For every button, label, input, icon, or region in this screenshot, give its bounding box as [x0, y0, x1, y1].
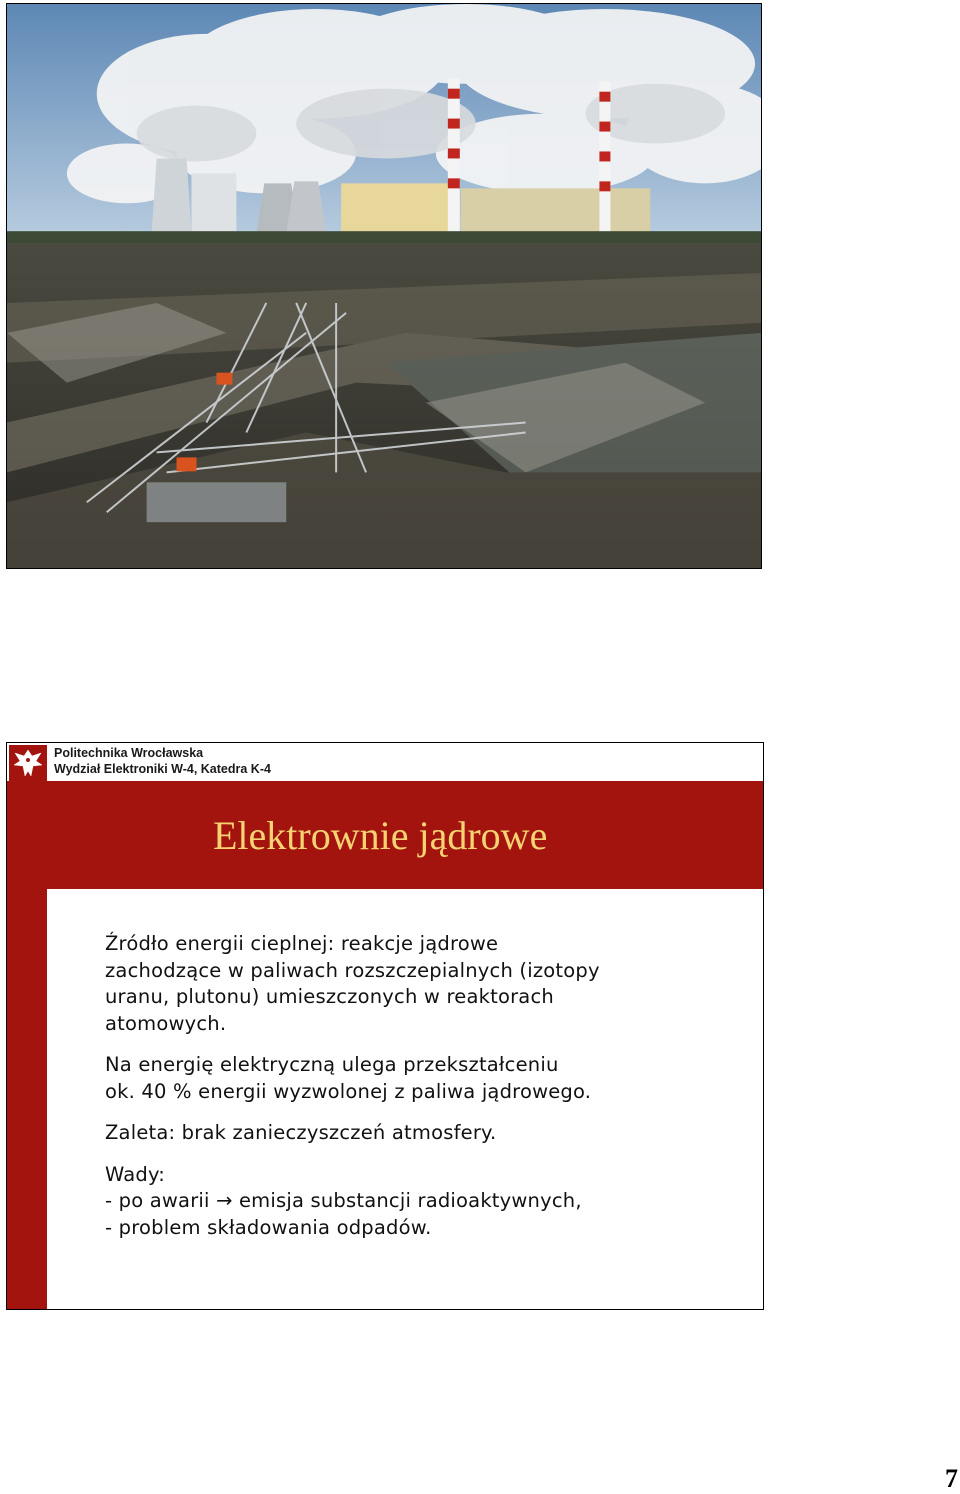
text-line: Wady:: [105, 1162, 166, 1186]
university-name: [54, 745, 271, 777]
slide-title: Elektrownie jądrowe: [213, 813, 548, 858]
text-line: atomowych.: [105, 1011, 227, 1035]
paragraph-disadvantages: [105, 1162, 745, 1242]
slide-content: [105, 931, 745, 1256]
paragraph-advantage: [105, 1120, 745, 1147]
text-line: - problem składowania odpadów.: [105, 1215, 432, 1239]
text-line: Na energię elektryczną ulega przekształceniu: [105, 1053, 559, 1076]
text-line: - po awarii → emisja substancji radioaktywnych,: [105, 1189, 582, 1212]
page-number: 7: [945, 1464, 958, 1493]
eagle-emblem-icon: [9, 745, 47, 781]
text-line: ok. 40 % energii wyzwolonej z paliwa jądrowego.: [105, 1079, 592, 1103]
text-line: uranu, plutonu) umieszczonych w reaktorach: [105, 985, 554, 1008]
text-line: Źródło energii cieplnej: reakcje jądrowe: [105, 932, 499, 955]
text-line: zachodzące w paliwach rozszczepialnych (izotopy: [105, 958, 600, 982]
department-line: Wydział Elektroniki W-4, Katedra K-4: [54, 762, 271, 776]
paragraph-heat-source: [105, 931, 745, 1037]
paragraph-efficiency: [105, 1052, 745, 1105]
title-banner: [47, 781, 763, 889]
left-accent-bar: [7, 781, 47, 1309]
slide-elektrownie-jadrowe: [6, 742, 764, 1310]
power-plant-image: [7, 4, 761, 568]
power-plant-photo: [6, 3, 762, 569]
university-logo: [9, 745, 47, 781]
slide-header: [7, 743, 763, 781]
university-line: Politechnika Wrocławska: [54, 746, 204, 760]
text-line: Zaleta: brak zanieczyszczeń atmosfery.: [105, 1121, 497, 1144]
